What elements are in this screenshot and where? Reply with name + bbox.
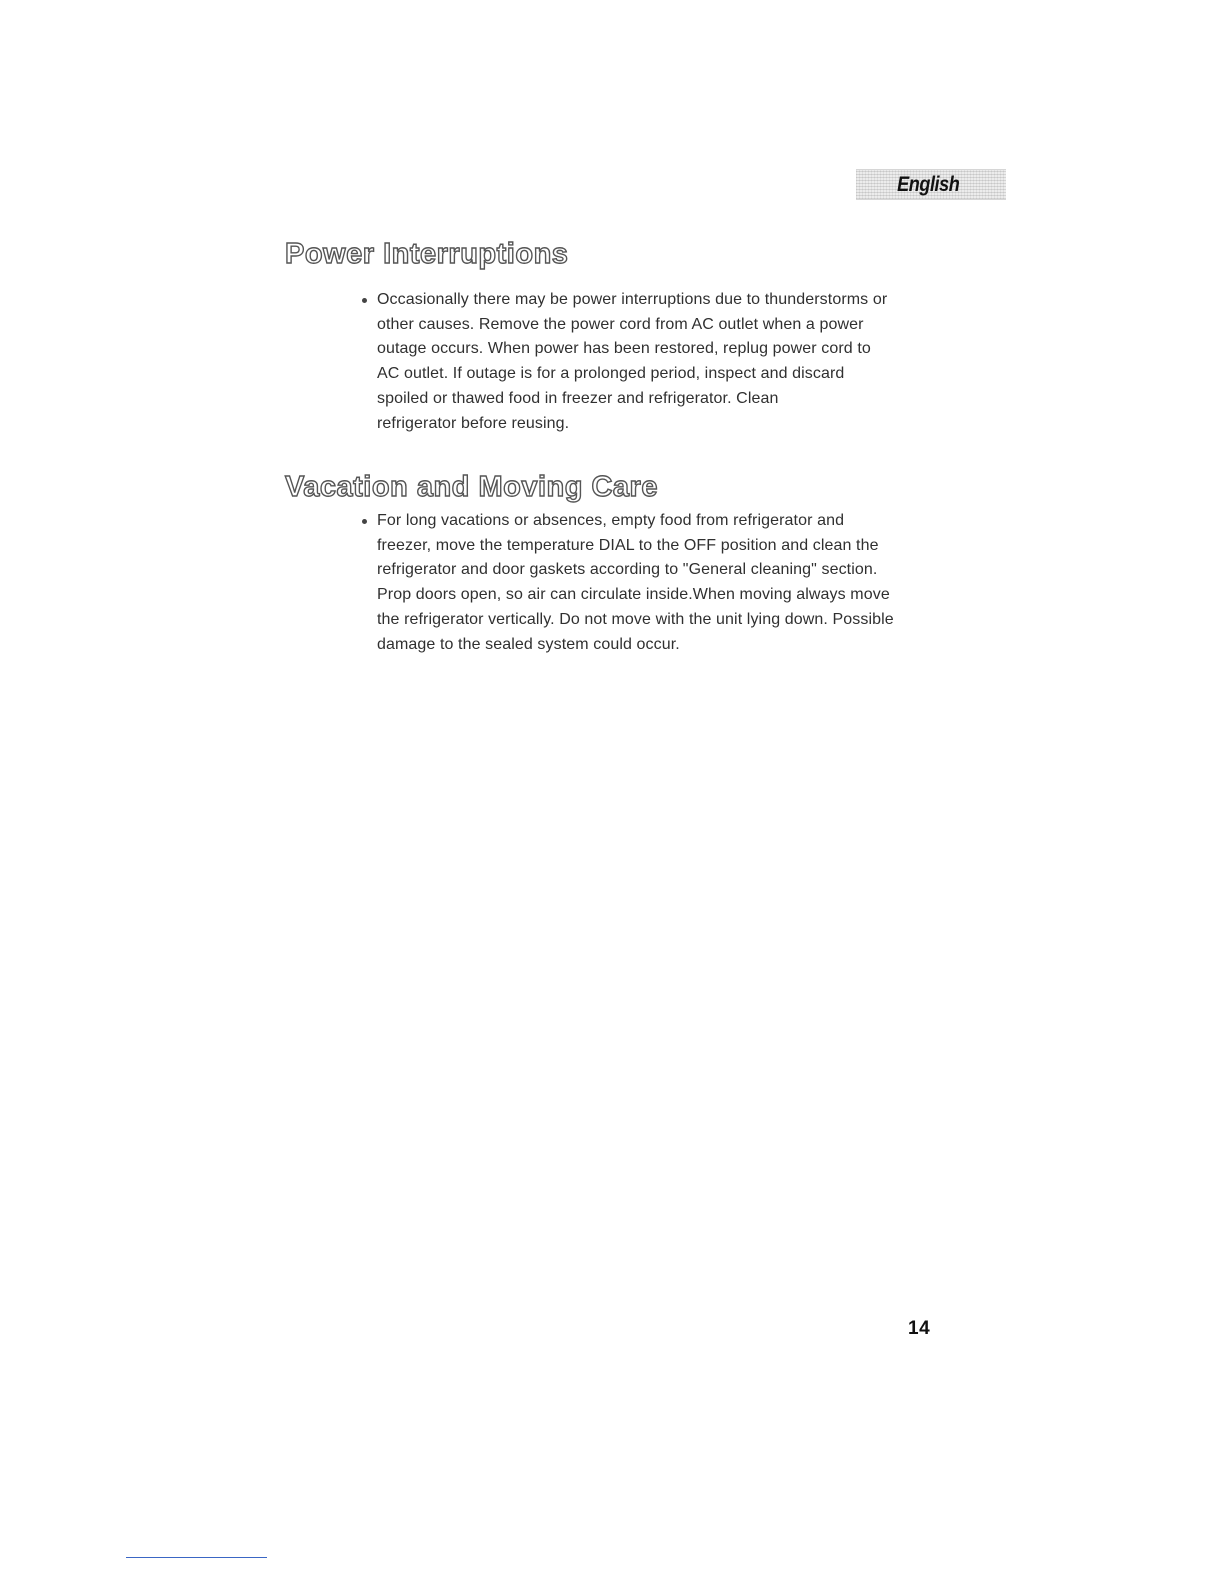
language-tab-label: English <box>896 173 959 196</box>
text-line: Occasionally there may be power interruptions due to thunderstorms or <box>377 291 888 308</box>
text-line: Prop doors open, so air can circulate inside.When moving always move <box>377 586 890 604</box>
text-line: damage to the sealed system could occur. <box>377 635 680 653</box>
text-line: refrigerator before reusing. <box>377 414 570 432</box>
power-interruptions-list <box>360 288 940 436</box>
page-number: 14 <box>908 1318 931 1339</box>
text-line: outage occurs. When power has been restored, replug power cord to <box>377 340 871 358</box>
list-item <box>360 288 940 436</box>
text-line: AC outlet. If outage is for a prolonged period, inspect and discard <box>377 365 845 383</box>
footer-rule <box>126 1557 267 1558</box>
power-interruptions-heading: Power Interruptions <box>285 238 569 270</box>
vacation-moving-care-heading: Vacation and Moving Care <box>285 471 658 503</box>
text-line: refrigerator and door gaskets according to "General cleaning" section. <box>377 561 878 579</box>
text-line: freezer, move the temperature DIAL to the OFF position and clean the <box>377 536 879 554</box>
bullet-icon <box>362 298 367 303</box>
text-line: spoiled or thawed food in freezer and refrigerator. Clean <box>377 389 779 407</box>
list-item <box>360 509 940 657</box>
bullet-icon <box>362 519 367 524</box>
text-line: the refrigerator vertically. Do not move with the unit lying down. Possible <box>377 610 894 628</box>
text-line: For long vacations or absences, empty food from refrigerator and <box>377 512 845 529</box>
language-tab <box>856 169 1006 200</box>
text-line: other causes. Remove the power cord from AC outlet when a power <box>377 315 864 333</box>
vacation-moving-care-list <box>360 509 940 657</box>
